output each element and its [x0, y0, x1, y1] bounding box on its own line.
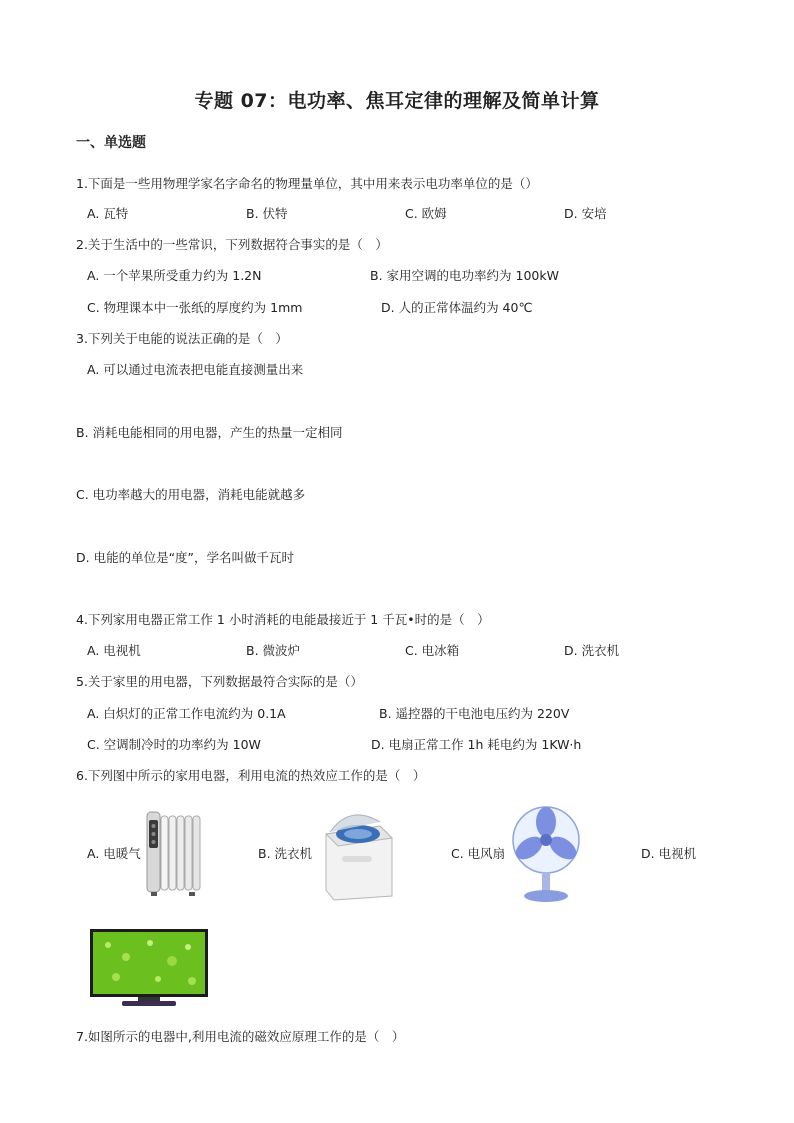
- q1-option-c: C. 欧姆: [405, 206, 447, 221]
- q3-option-b: B. 消耗电能相同的用电器，产生的热量一定相同: [76, 425, 343, 440]
- television-image: [88, 927, 210, 1009]
- q2-option-c: C. 物理课本中一张纸的厚度约为 1mm: [87, 300, 303, 315]
- question-1: 1.下面是一些用物理学家名字命名的物理量单位，其中用来表示电功率单位的是（）: [76, 176, 538, 191]
- electric-heater-image: [143, 806, 205, 898]
- electric-fan-image: [508, 804, 584, 904]
- q3-option-a: A. 可以通过电流表把电能直接测量出来: [87, 362, 304, 377]
- q3-option-d: D. 电能的单位是“度”，学名叫做千瓦时: [76, 550, 295, 565]
- q1-option-d: D. 安培: [564, 206, 607, 221]
- q1-option-b: B. 伏特: [246, 206, 288, 221]
- q4-option-d: D. 洗衣机: [564, 643, 620, 658]
- q3-option-c: C. 电功率越大的用电器，消耗电能就越多: [76, 487, 306, 502]
- q4-option-b: B. 微波炉: [246, 643, 301, 658]
- washing-machine-image: [320, 804, 396, 902]
- question-7: 7.如图所示的电器中,利用电流的磁效应原理工作的是（ ）: [76, 1029, 405, 1044]
- q5-option-c: C. 空调制冷时的功率约为 10W: [87, 737, 261, 752]
- q2-option-d: D. 人的正常体温约为 40℃: [381, 300, 533, 315]
- q6-option-b: B. 洗衣机: [258, 846, 313, 861]
- question-4: 4.下列家用电器正常工作 1 小时消耗的电能最接近于 1 千瓦•时的是（ ）: [76, 612, 490, 627]
- section-heading: 一、单选题: [76, 135, 146, 151]
- q6-option-d: D. 电视机: [641, 846, 697, 861]
- q5-option-a: A. 白炽灯的正常工作电流约为 0.1A: [87, 706, 286, 721]
- question-2: 2.关于生活中的一些常识，下列数据符合事实的是（ ）: [76, 237, 388, 252]
- q5-option-b: B. 遥控器的干电池电压约为 220V: [379, 706, 570, 721]
- question-3: 3.下列关于电能的说法正确的是（ ）: [76, 331, 288, 346]
- q6-option-c: C. 电风扇: [451, 846, 506, 861]
- page-title: 专题 07：电功率、焦耳定律的理解及简单计算: [194, 90, 600, 112]
- question-5: 5.关于家里的用电器，下列数据最符合实际的是（）: [76, 674, 363, 689]
- q6-option-a: A. 电暖气: [87, 846, 141, 861]
- q4-option-a: A. 电视机: [87, 643, 141, 658]
- q2-option-b: B. 家用空调的电功率约为 100kW: [370, 268, 559, 283]
- q4-option-c: C. 电冰箱: [405, 643, 460, 658]
- q2-option-a: A. 一个苹果所受重力约为 1.2N: [87, 268, 262, 283]
- q5-option-d: D. 电扇正常工作 1h 耗电约为 1KW·h: [371, 737, 582, 752]
- question-6: 6.下列图中所示的家用电器，利用电流的热效应工作的是（ ）: [76, 768, 426, 783]
- q1-option-a: A. 瓦特: [87, 206, 129, 221]
